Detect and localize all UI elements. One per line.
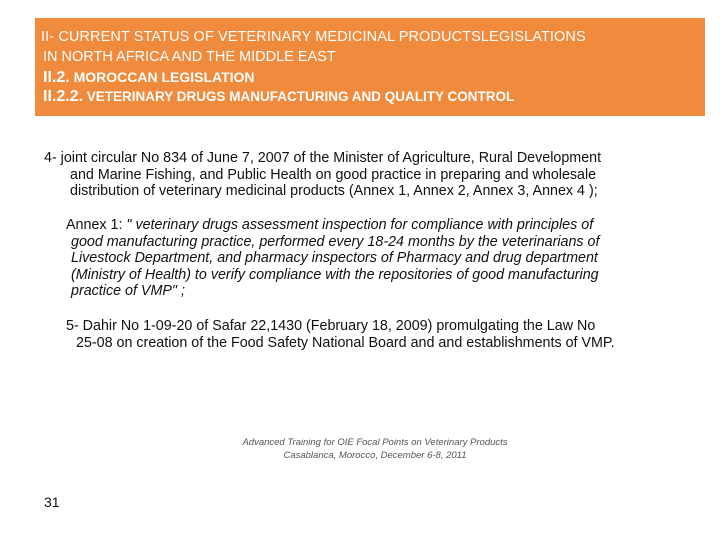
footer-line-2: Casablanca, Morocco, December 6-8, 2011: [283, 450, 467, 461]
paragraph-line: 4- joint circular No 834 of June 7, 2007 of the Minister of Agriculture, Rural Development: [44, 150, 602, 166]
subsection-heading: [41, 87, 705, 107]
paragraph-line: (Ministry of Health) to verify compliance with the repositories of good manufacturing: [71, 266, 599, 283]
title-line-2: IN NORTH AFRICA AND THE MIDDLE EAST: [43, 49, 336, 65]
paragraph-line: " veterinary drugs assessment inspection for compliance with principles of: [126, 217, 594, 233]
paragraph-annex-1: [66, 217, 676, 300]
annex-label: Annex 1:: [66, 217, 127, 233]
paragraph-line: 25-08 on creation of the Food Safety National Board and and establishments of VMP.: [76, 334, 615, 351]
slide-footer: [200, 436, 550, 462]
title-line-1: II- CURRENT STATUS OF VETERINARY MEDICINAL PRODUCTSLEGISLATIONS: [41, 29, 586, 45]
paragraph-joint-circular: [44, 150, 684, 200]
paragraph-line: distribution of veterinary medicinal products (Annex 1, Annex 2, Annex 3, Annex 4 );: [70, 183, 598, 199]
slide-title-band: [35, 18, 705, 116]
paragraph-line: 5- Dahir No 1-09-20 of Safar 22,1430 (February 18, 2009) promulgating the Law No: [66, 318, 596, 334]
section-title: MOROCCAN LEGISLATION: [69, 69, 255, 85]
subsection-title: VETERINARY DRUGS MANUFACTURING AND QUALITY CONTROL: [83, 89, 515, 104]
section-number: II.2.: [43, 69, 70, 86]
subsection-number: II.2.2.: [43, 88, 84, 105]
paragraph-line: good manufacturing practice, performed every 18-24 months by the veterinarians of: [71, 233, 600, 250]
paragraph-line: Livestock Department, and pharmacy inspectors of Pharmacy and drug department: [71, 250, 598, 266]
slide-number: 31: [44, 494, 60, 510]
section-heading: [41, 67, 705, 87]
paragraph-dahir: [66, 318, 696, 351]
footer-line-1: Advanced Training for OIE Focal Points on Veterinary Products: [242, 437, 508, 448]
paragraph-line: and Marine Fishing, and Public Health on good practice in preparing and wholesale: [70, 166, 597, 183]
paragraph-line: practice of VMP" ;: [71, 283, 185, 299]
